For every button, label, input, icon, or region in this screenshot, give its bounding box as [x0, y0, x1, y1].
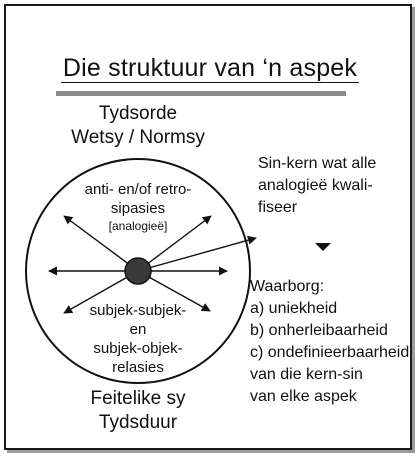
waarborg-item-c: c) ondefinieerbaarheid	[250, 344, 410, 361]
down-triangle-icon	[315, 243, 331, 251]
sin-kern-line-1: Sin-kern wat alle	[258, 155, 377, 172]
waarborg-item-b: b) onherleibaarheid	[250, 322, 388, 339]
title-text: Die struktuur van ‘n aspek	[62, 54, 358, 82]
waarborg-item-a: a) uniekheid	[250, 300, 338, 317]
waarborg-heading: Waarborg:	[250, 278, 325, 295]
relations-label	[58, 301, 218, 377]
en-line: en	[129, 321, 147, 338]
sipasies-line: sipasies	[110, 200, 166, 217]
subjek-subjek-line: subjek-subjek-	[89, 302, 187, 319]
sin-kern-line-2: analogieë kwali-	[258, 177, 373, 194]
analogies-label	[58, 180, 218, 234]
feitelike-label	[48, 387, 228, 435]
sin-kern-line-3: fiseer	[258, 199, 298, 216]
center-hub	[125, 258, 151, 284]
sin-kern-label	[258, 153, 376, 219]
arrow-to-sin-kern	[138, 238, 256, 271]
anti-retro-line: anti- en/of retro-	[84, 181, 192, 198]
tydsorde-line: Tydsorde	[98, 103, 178, 124]
feitelike-sy-line: Feitelike sy	[90, 388, 186, 409]
relasies-line: relasies	[112, 359, 164, 376]
tydsorde-label	[48, 102, 228, 150]
wetsy-normsy-line: Wetsy / Normsy	[71, 127, 205, 148]
analogiee-line: [analogieë]	[108, 219, 168, 233]
tydsduur-line: Tydsduur	[98, 412, 178, 433]
waarborg-block	[250, 276, 409, 408]
waarborg-tail-1: van die kern-sin	[250, 366, 363, 383]
waarborg-tail-2: van elke aspek	[250, 388, 357, 405]
subjek-objek-line: subjek-objek-	[93, 340, 183, 357]
